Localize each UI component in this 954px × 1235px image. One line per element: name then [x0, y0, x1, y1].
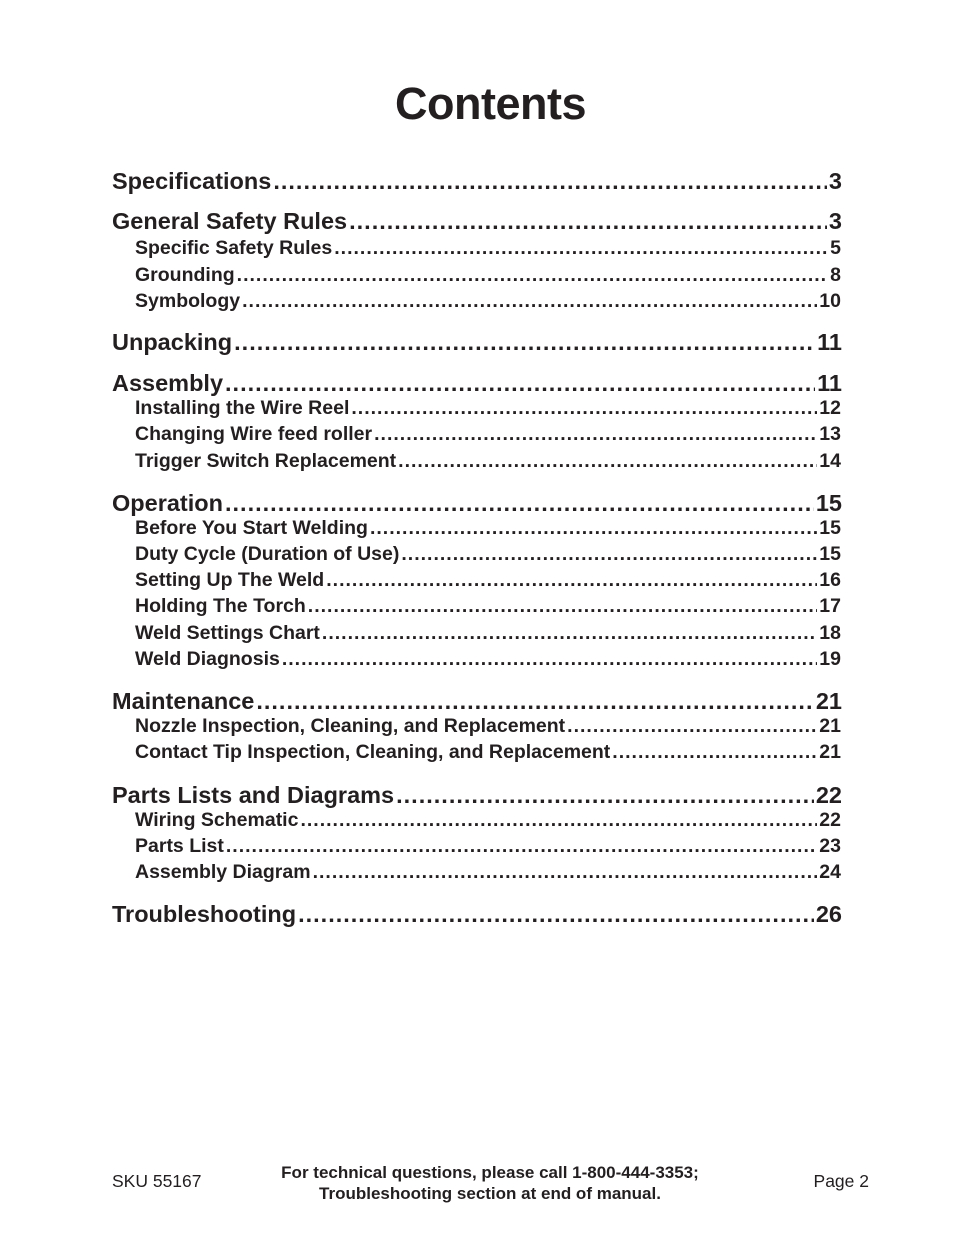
toc-entry-label: Holding The Torch: [135, 595, 306, 617]
toc-entry-page-number: 15: [819, 543, 841, 565]
toc-entry-label: Weld Diagnosis: [135, 648, 280, 670]
toc-dot-leader: [300, 808, 817, 832]
toc-entry-page-number: 26: [815, 901, 842, 927]
toc-entry-page-number: 13: [819, 423, 841, 445]
toc-entry-page-number: 23: [819, 835, 841, 857]
footer-page-number: Page 2: [813, 1171, 869, 1191]
toc-entry-page-number: 16: [819, 569, 841, 591]
toc-dot-leader: [234, 328, 815, 356]
toc-entry-page-number: 14: [819, 450, 841, 472]
toc-entry-label: Specific Safety Rules: [135, 237, 333, 259]
toc-dot-leader: [401, 542, 817, 566]
toc-entry-label: Troubleshooting: [112, 901, 297, 927]
toc-dot-leader: [612, 740, 817, 764]
toc-subsection-entry: [135, 808, 841, 832]
toc-dot-leader: [326, 568, 817, 592]
toc-entry-label: Operation: [112, 490, 223, 516]
toc-subsection-entry: [135, 568, 841, 592]
toc-subsection-entry: [135, 714, 841, 738]
page-title: Contents: [395, 78, 586, 129]
footer-support-line-2: Troubleshooting section at end of manual.: [319, 1184, 661, 1203]
toc-subsection-entry: [135, 396, 841, 420]
toc-entry-page-number: 21: [819, 715, 841, 737]
toc-section-entry: [112, 781, 842, 809]
toc-entry-label: Wiring Schematic: [135, 809, 299, 831]
toc-entry-page-number: 19: [819, 648, 841, 670]
toc-entry-label: Before You Start Welding: [135, 517, 368, 539]
toc-section-entry: [112, 900, 842, 928]
toc-subsection-entry: [135, 542, 841, 566]
toc-entry-page-number: 11: [817, 370, 842, 396]
toc-subsection-entry: [135, 647, 841, 671]
toc-section-entry: [112, 369, 842, 397]
toc-entry-page-number: 24: [819, 861, 841, 883]
toc-entry-page-number: 5: [830, 237, 841, 259]
toc-dot-leader: [374, 422, 817, 446]
toc-entry-label: Maintenance: [112, 688, 255, 714]
toc-subsection-entry: [135, 449, 841, 473]
toc-entry-label: Nozzle Inspection, Cleaning, and Replacement: [135, 715, 566, 737]
toc-dot-leader: [242, 289, 817, 313]
toc-entry-label: Grounding: [135, 264, 235, 286]
footer-support-line-1: For technical questions, please call 1-800-444-3353;: [281, 1163, 699, 1182]
toc-entry-label: Symbology: [135, 290, 241, 312]
toc-subsection-entry: [135, 516, 841, 540]
toc-entry-page-number: 21: [815, 688, 842, 714]
footer-sku: SKU 55167: [112, 1171, 202, 1191]
toc-dot-leader: [282, 647, 817, 671]
toc-entry-page-number: 3: [828, 208, 842, 234]
toc-subsection-entry: [135, 621, 841, 645]
toc-entry-label: Parts List: [135, 835, 224, 857]
toc-dot-leader: [396, 781, 814, 809]
toc-entry-page-number: 18: [819, 622, 841, 644]
toc-entry-label: Duty Cycle (Duration of Use): [135, 543, 400, 565]
footer-support-note: [220, 1162, 760, 1204]
toc-subsection-entry: [135, 860, 841, 884]
toc-entry-label: Trigger Switch Replacement: [135, 450, 397, 472]
toc-dot-leader: [398, 449, 817, 473]
toc-entry-page-number: 22: [815, 782, 842, 808]
toc-entry-page-number: 8: [830, 264, 841, 286]
toc-entry-label: Assembly: [112, 370, 224, 396]
toc-entry-page-number: 22: [819, 809, 841, 831]
toc-section-entry: [112, 328, 842, 356]
toc-entry-label: Assembly Diagram: [135, 861, 311, 883]
toc-entry-page-number: 21: [819, 741, 841, 763]
toc-entry-page-number: 15: [815, 490, 842, 516]
toc-section-entry: [112, 167, 842, 195]
toc-dot-leader: [273, 167, 827, 195]
toc-entry-page-number: 3: [828, 168, 842, 194]
toc-entry-page-number: 17: [819, 595, 841, 617]
toc-entry-label: Contact Tip Inspection, Cleaning, and Replacement: [135, 741, 611, 763]
toc-subsection-entry: [135, 263, 841, 287]
toc-entry-label: Weld Settings Chart: [135, 622, 320, 644]
toc-dot-leader: [256, 687, 814, 715]
toc-entry-label: Setting Up The Weld: [135, 569, 325, 591]
toc-entry-label: Unpacking: [112, 329, 233, 355]
toc-subsection-entry: [135, 594, 841, 618]
toc-section-entry: [112, 207, 842, 235]
toc-entry-label: Changing Wire feed roller: [135, 423, 373, 445]
toc-dot-leader: [226, 834, 817, 858]
toc-dot-leader: [370, 516, 817, 540]
toc-dot-leader: [334, 236, 828, 260]
toc-dot-leader: [298, 900, 814, 928]
toc-dot-leader: [308, 594, 818, 618]
toc-subsection-entry: [135, 834, 841, 858]
toc-section-entry: [112, 687, 842, 715]
toc-dot-leader: [349, 207, 827, 235]
toc-subsection-entry: [135, 422, 841, 446]
toc-subsection-entry: [135, 740, 841, 764]
toc-dot-leader: [313, 860, 818, 884]
toc-dot-leader: [225, 369, 815, 397]
toc-entry-page-number: 10: [819, 290, 841, 312]
toc-entry-page-number: 11: [817, 329, 842, 355]
toc-section-entry: [112, 489, 842, 517]
toc-entry-label: Parts Lists and Diagrams: [112, 782, 395, 808]
toc-entry-label: Installing the Wire Reel: [135, 397, 350, 419]
toc-dot-leader: [225, 489, 814, 517]
toc-entry-label: General Safety Rules: [112, 208, 348, 234]
toc-dot-leader: [351, 396, 817, 420]
toc-subsection-entry: [135, 289, 841, 313]
toc-dot-leader: [322, 621, 817, 645]
toc-dot-leader: [567, 714, 817, 738]
toc-entry-label: Specifications: [112, 168, 272, 194]
toc-entry-page-number: 12: [819, 397, 841, 419]
toc-subsection-entry: [135, 236, 841, 260]
toc-entry-page-number: 15: [819, 517, 841, 539]
toc-dot-leader: [237, 263, 828, 287]
